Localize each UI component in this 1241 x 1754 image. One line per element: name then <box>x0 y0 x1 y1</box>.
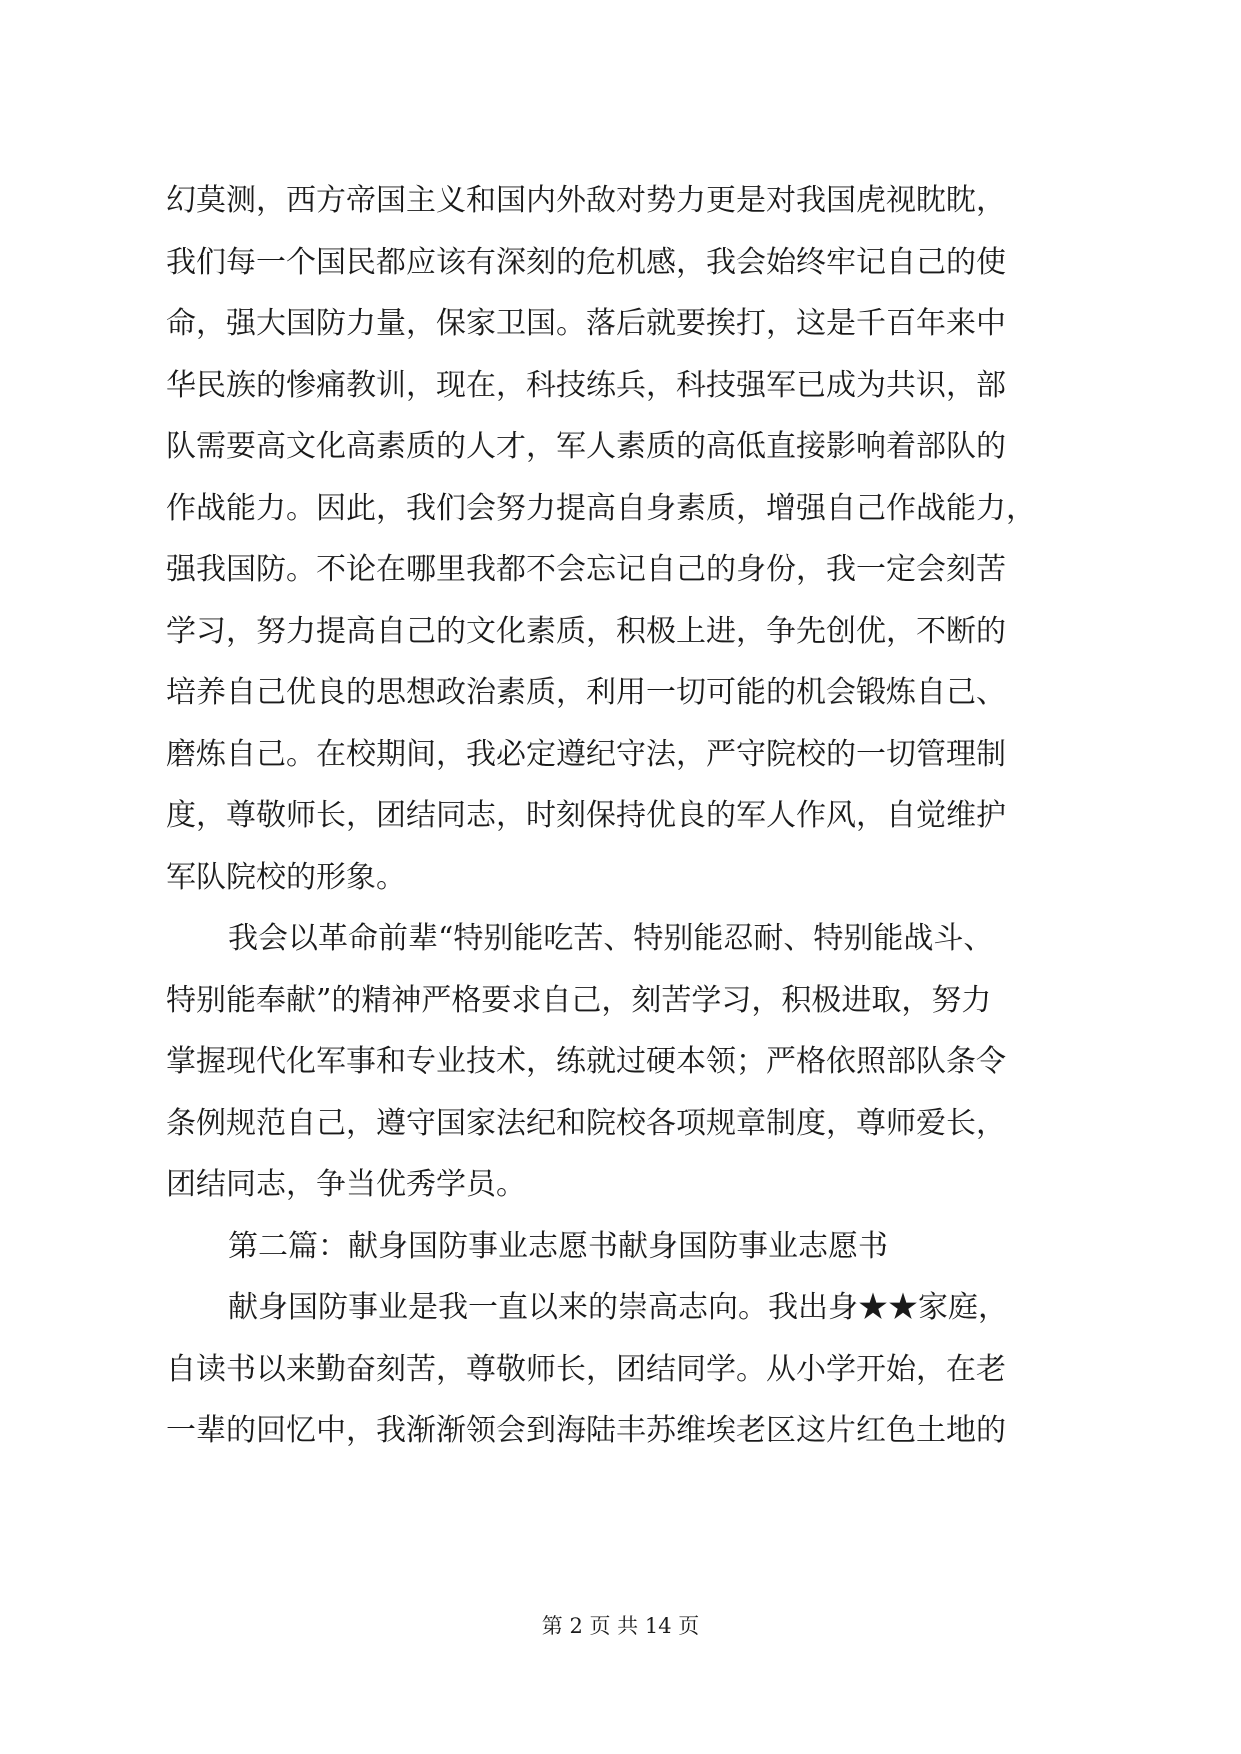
text-line: 掌握现代化军事和专业技术，练就过硬本领；严格依照部队条令 <box>166 1044 1006 1079</box>
text-line: 我们每一个国民都应该有深刻的危机感，我会始终牢记自己的使 <box>166 244 1006 280</box>
text-line: 军队院校的形象。 <box>166 859 406 895</box>
text-line: 华民族的惨痛教训，现在，科技练兵，科技强军已成为共识，部 <box>166 367 1006 403</box>
text-line: 队需要高文化高素质的人才，军人素质的高低直接影响着部队的 <box>166 429 1006 464</box>
document-body <box>166 170 1081 1462</box>
text-line: 作战能力。因此，我们会努力提高自身素质，增强自己作战能力， <box>166 490 1036 526</box>
text-line: 团结同志，争当优秀学员。 <box>166 1167 526 1202</box>
page-number-footer: 第 2 页 共 14 页 <box>541 1614 700 1638</box>
text-line: 命，强大国防力量，保家卫国。落后就要挨打，这是千百年来中 <box>166 306 1006 341</box>
paragraph-start-line: 献身国防事业是我一直以来的崇高志向。我出身★★家庭， <box>228 1290 1008 1325</box>
text-line: 一辈的回忆中，我渐渐领会到海陆丰苏维埃老区这片红色土地的 <box>166 1413 1006 1448</box>
section-heading: 第二篇：献身国防事业志愿书献身国防事业志愿书 <box>228 1228 888 1264</box>
text-line: 强我国防。不论在哪里我都不会忘记自己的身份，我一定会刻苦 <box>166 552 1006 587</box>
text-line: 特别能奉献”的精神严格要求自己，刻苦学习，积极进取，努力 <box>166 982 992 1018</box>
text-line: 学习，努力提高自己的文化素质，积极上进，争先创优，不断的 <box>166 613 1006 649</box>
text-line: 幻莫测，西方帝国主义和国内外敌对势力更是对我国虎视眈眈， <box>166 183 1006 218</box>
text-line: 自读书以来勤奋刻苦，尊敬师长，团结同学。从小学开始，在老 <box>166 1351 1006 1387</box>
text-line: 度，尊敬师长，团结同志，时刻保持优良的军人作风，自觉维护 <box>166 798 1006 833</box>
text-line: 磨炼自己。在校期间，我必定遵纪守法，严守院校的一切管理制 <box>166 736 1006 772</box>
text-line: 条例规范自己，遵守国家法纪和院校各项规章制度，尊师爱长， <box>166 1105 1006 1141</box>
paragraph-start-line: 我会以革命前辈“特别能吃苦、特别能忍耐、特别能战斗、 <box>228 921 994 956</box>
text-line: 培养自己优良的思想政治素质，利用一切可能的机会锻炼自己、 <box>166 675 1006 710</box>
